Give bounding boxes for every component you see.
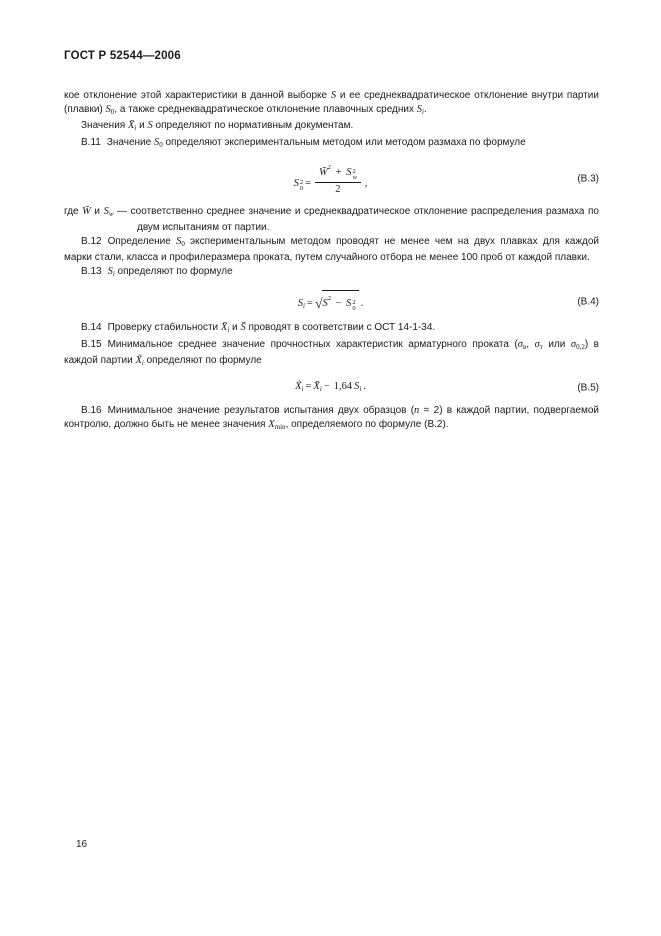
paragraph-gde-b3: где W̄ и $S_w$ — соответственно среднее значение и среднеквадратическое отклонение распределения размаха по двум испытаниям от партии. (64, 206, 599, 234)
page-number: 16 (76, 839, 88, 850)
formula-b5 (64, 380, 599, 396)
paragraph-b11: В.11 Значение $S_0$ определяют экспериментальным методом или методом размаха по формуле (81, 136, 526, 149)
formula-b4 (64, 290, 599, 313)
formula-b4-body: $Si = √S^2 - S$ 2 0 . (298, 298, 366, 309)
formula-b5-label: (В.5) (577, 382, 599, 394)
paragraph-znacheniya: Значения $X̄_i$ и S определяют по нормативным документам. (81, 120, 354, 133)
formula-b5-body: X̃i = X̄i − 1,64 Si . (295, 380, 366, 393)
formula-b3-body: S 2 0 = W̄$^2$ + S 2 w 2 , (293, 164, 368, 196)
formula-b3-label: (В.3) (577, 172, 599, 184)
paragraph-b12: В.12 Определение $S_0$ экспериментальным методом проводят не менее чем на двух плавках для каждой марки стали, класса и профилеразмера проката, путем случайного отбора не менее 100 проб от каждой плавки. (64, 235, 599, 264)
fraction: W̄$^2$ + S 2 w 2 (315, 162, 361, 195)
doc-header-title: ГОСТ Р 52544—2006 (64, 50, 181, 62)
radicand: $S^2 - S$ 2 0 (322, 290, 359, 312)
paragraph-intro-continuation: кое отклонение этой характеристики в данной выборке S и ее среднеквадратическое отклонение внутри партии (плавки) $S_0$, а также среднеквадратическое отклонение плавочных средних $S_i$. (64, 90, 599, 116)
paragraph-b16: В.16 Минимальное значение результатов испытания двух образцов (n = 2) в каждой партии, подвергаемой контролю, должно быть не менее значения $X_{min}$, определяемого по формуле (В.2). (64, 405, 599, 431)
paragraph-b15: В.15 Минимальное среднее значение прочностных характеристик арматурного проката ($\sigma_в$, $\sigma_т$ или $\sigma_{0,2}$) в каждой партии $X̃_i$ определяют по формуле (64, 338, 599, 368)
paragraph-b14: В.14 Проверку стабильности $X̄_i$ и S̄ проводят в соответствии с ОСТ 14-1-34. (81, 322, 436, 335)
paragraph-b13: В.13 $S_i$ определяют по формуле (81, 265, 233, 278)
radical-sign: √ (314, 297, 323, 313)
formula-b3 (64, 162, 599, 195)
supsub: 2 0 (299, 179, 304, 193)
formula-b4-label: (В.4) (577, 296, 599, 308)
